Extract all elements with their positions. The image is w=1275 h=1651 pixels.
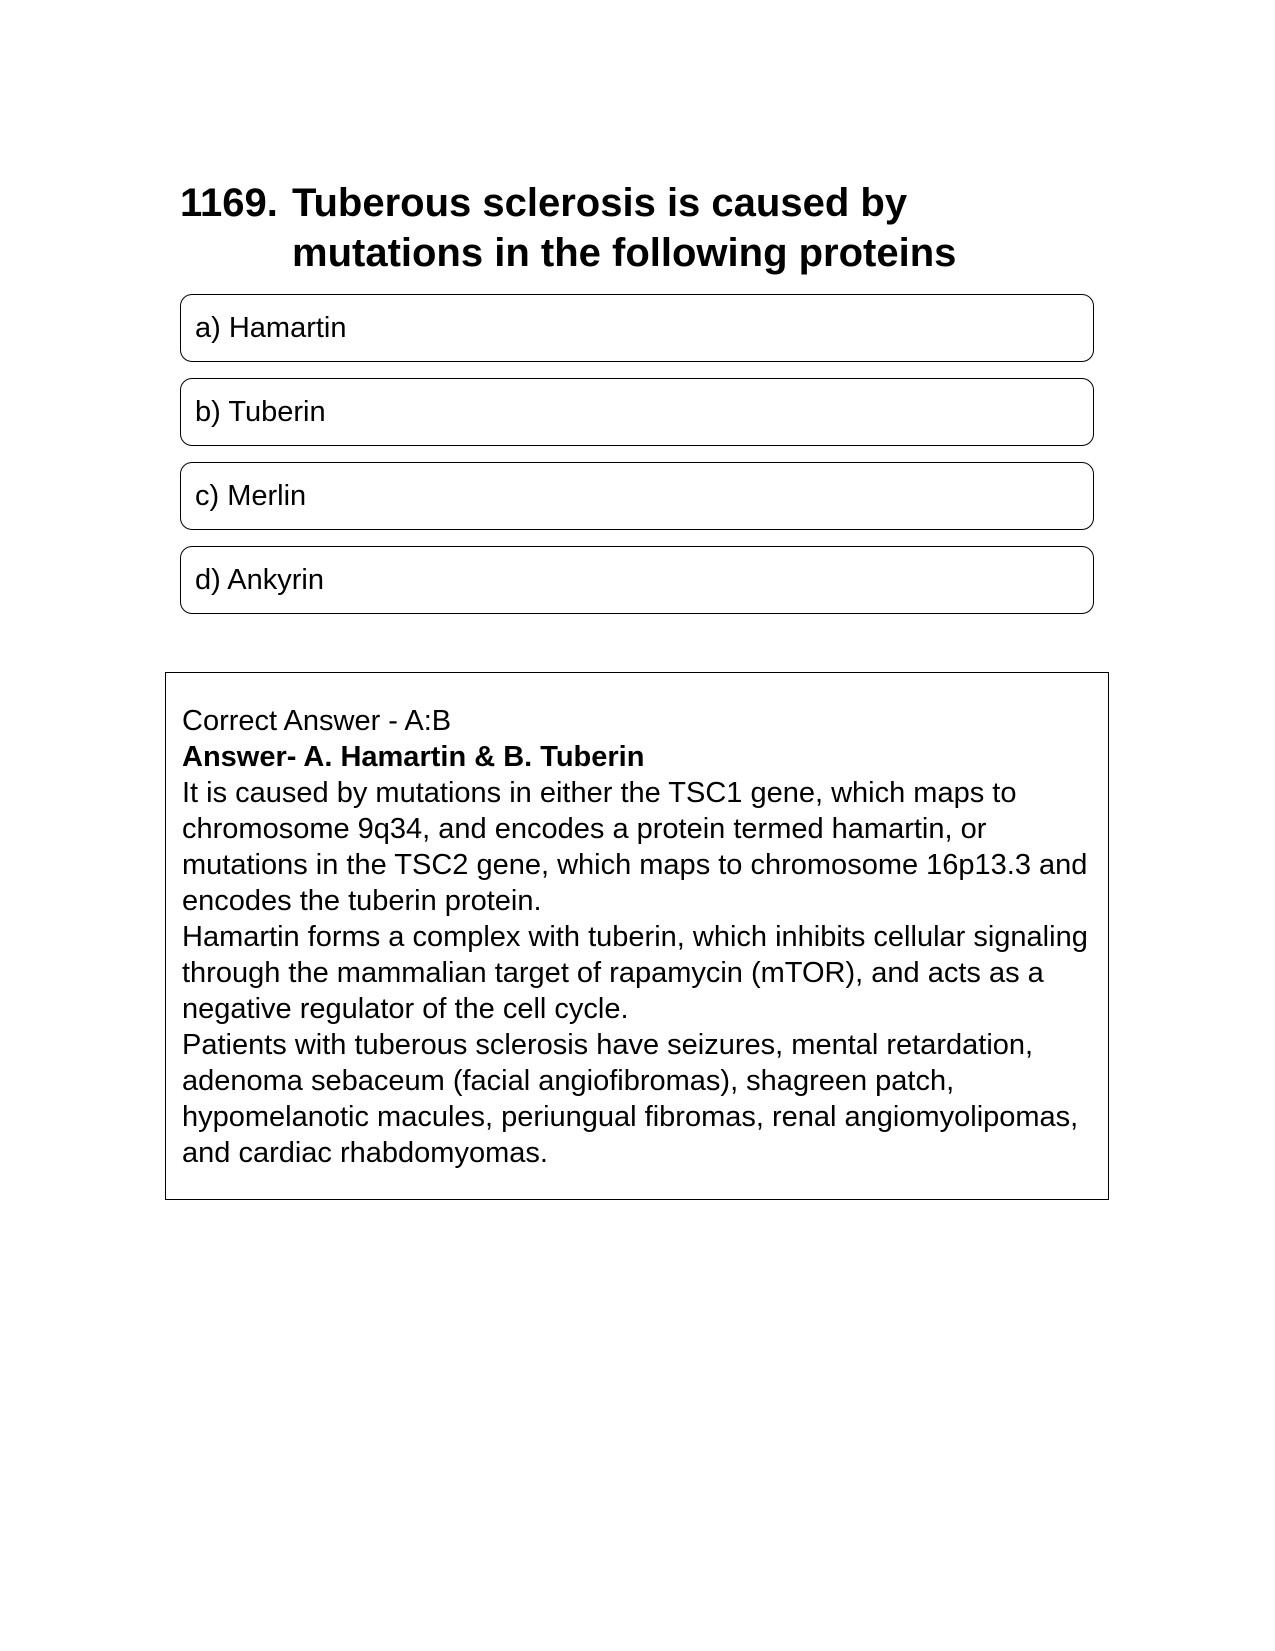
- option-d-label: d) Ankyrin: [195, 563, 324, 596]
- explanation-paragraph-1: It is caused by mutations in either the TSC1 gene, which maps to chromosome 9q34, and encodes a protein termed hamartin, or mutations in the TSC2 gene, which maps to chromosome 16p13.3 and encodes the tuberin protein.: [182, 777, 1088, 917]
- option-b[interactable]: [180, 378, 1094, 446]
- option-c[interactable]: [180, 462, 1094, 530]
- option-a[interactable]: [180, 294, 1094, 362]
- answer-heading: Answer- A. Hamartin & B. Tuberin: [182, 741, 645, 773]
- option-b-label: b) Tuberin: [195, 395, 326, 428]
- answer-explanation-box: [165, 672, 1109, 1200]
- question-text: Tuberous sclerosis is caused by mutations in the following proteins: [292, 181, 957, 275]
- options-list: [180, 294, 1094, 630]
- explanation-paragraph-2: Hamartin forms a complex with tuberin, which inhibits cellular signaling through the mammalian target of rapamycin (mTOR), and acts as a negative regulator of the cell cycle.: [182, 921, 1088, 1025]
- explanation-paragraph-3: Patients with tuberous sclerosis have seizures, mental retardation, adenoma sebaceum (facial angiofibromas), shagreen patch, hypomelanotic macules, periungual fibromas, renal angiomyolipomas, and cardiac rhabdomyomas.: [182, 1029, 1079, 1169]
- question-title: [180, 178, 1100, 278]
- option-a-label: a) Hamartin: [195, 311, 347, 344]
- question-heading: [180, 178, 1100, 278]
- option-d[interactable]: [180, 546, 1094, 614]
- correct-answer: Correct Answer - A:B: [182, 705, 452, 737]
- question-number: 1169.: [180, 181, 278, 225]
- option-c-label: c) Merlin: [195, 479, 307, 512]
